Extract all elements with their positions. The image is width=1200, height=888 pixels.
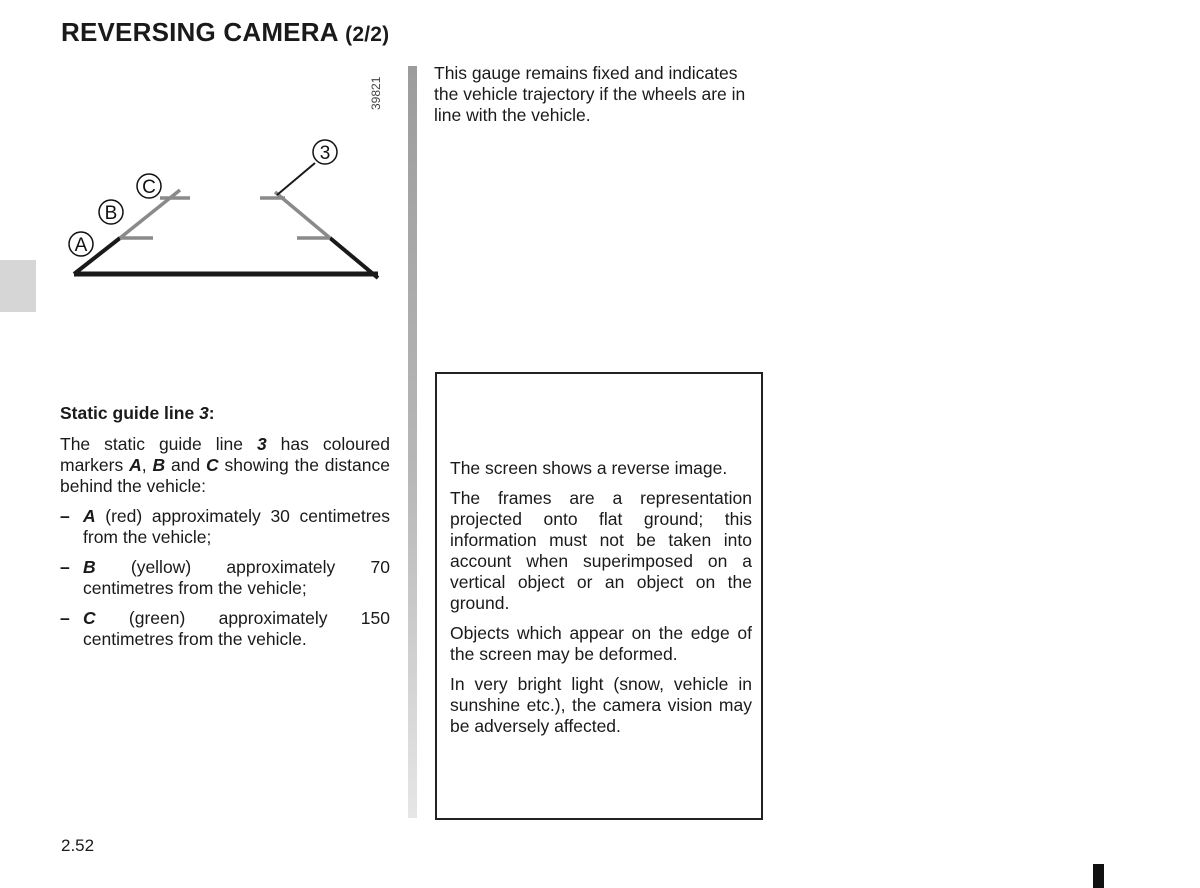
gauge-description: This gauge remains fixed and indicates the vehicle trajectory if the wheels are in line with the vehicle. — [434, 63, 746, 125]
note-paragraph-4: In very bright light (snow, vehicle in sunshine etc.), the camera vision may be adversely affected. — [450, 674, 752, 736]
label-3-text: 3 — [319, 143, 331, 164]
note-paragraph-2: The frames are a representation projected onto flat ground; this information must not be taken into account when superimposed on a vertical object or an object on the ground. — [450, 488, 752, 613]
intro-text-3: , — [141, 455, 153, 475]
note-box — [435, 372, 763, 820]
intro-text-2: has coloured markers — [60, 434, 390, 475]
page-title-text: REVERSING CAMERA — [61, 17, 338, 47]
section-tab — [0, 260, 36, 312]
list-description: (red) approximately 30 centimetres from the vehicle; — [83, 506, 390, 547]
note-paragraph-1: The screen shows a reverse image. — [450, 458, 728, 478]
intro-ref-c: C — [206, 455, 219, 475]
intro-paragraph — [60, 434, 390, 497]
label-a-circle — [69, 232, 93, 256]
list-dash: – — [60, 506, 70, 526]
static-guide-heading — [60, 403, 390, 424]
guide-line-3-leader — [277, 163, 315, 195]
list-description: (green) approximately 150 centimetres from the vehicle. — [83, 608, 390, 649]
list-text — [83, 608, 390, 650]
list-ref: B — [83, 557, 96, 577]
list-dash: – — [60, 557, 70, 577]
label-c-text: C — [142, 177, 156, 198]
label-c-circle — [137, 174, 161, 198]
list-text — [83, 557, 390, 599]
list-ref: C — [83, 608, 96, 628]
heading-ref: 3 — [199, 403, 209, 423]
left-column — [60, 403, 390, 659]
label-b-text: B — [104, 203, 118, 224]
page-corner-mark — [1093, 864, 1104, 888]
page-title-suffix: (2/2) — [345, 23, 390, 46]
list-dash: – — [60, 608, 70, 628]
intro-ref-b: B — [152, 455, 166, 475]
figure-reference-number: 39821 — [369, 76, 383, 110]
note-paragraph-3: Objects which appear on the edge of the screen may be deformed. — [450, 623, 752, 664]
guide-line-diagram — [60, 70, 390, 300]
note-content — [450, 458, 752, 746]
label-3-circle — [313, 140, 337, 164]
column-divider — [408, 66, 417, 818]
list-description: (yellow) approximately 70 centimetres from the vehicle; — [83, 557, 390, 598]
intro-ref-a: A — [129, 455, 142, 475]
list-ref: A — [83, 506, 96, 526]
list-item — [60, 557, 390, 599]
heading-colon: : — [208, 403, 215, 423]
intro-ref-3: 3 — [256, 434, 267, 454]
heading-text: Static guide line — [60, 403, 200, 423]
list-text — [83, 506, 390, 548]
page-title — [61, 17, 389, 48]
intro-text-5: showing the distance behind the vehicle: — [60, 455, 390, 496]
list-item — [60, 506, 390, 548]
page-number: 2.52 — [61, 836, 95, 855]
label-a-text: A — [74, 235, 88, 256]
label-b-circle — [99, 200, 123, 224]
intro-text-4: and — [165, 455, 207, 475]
intro-text-1: The static guide line — [60, 434, 257, 454]
list-item — [60, 608, 390, 650]
